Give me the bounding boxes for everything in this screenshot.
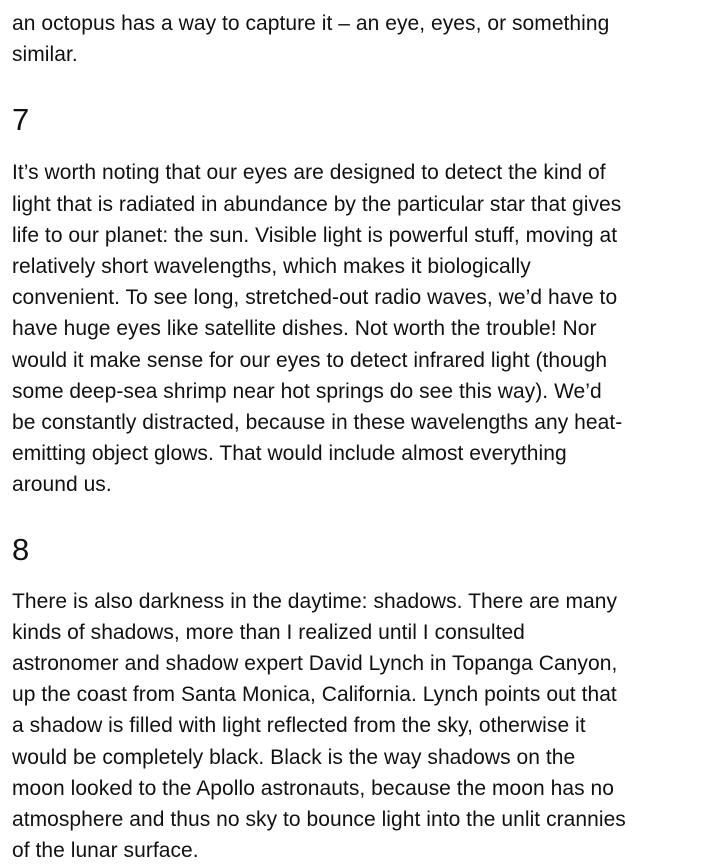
section-number-8: 8 (12, 531, 30, 567)
section-8-paragraph: There is also darkness in the daytime: shadows. There are many kinds of shadows, more than I realized until I consulted astronomer and shadow expert David Lynch in Topanga Canyon, up the coast from Santa Monica, California. Lynch points out that a shadow is filled with light reflected from the sky, otherwise it would be completely black. Black is the way shadows on the moon looked to the Apollo astronauts, because the moon has no atmosphere and thus no sky to bounce light into the unlit crannies of the lunar surface. (12, 589, 626, 863)
section-7-paragraph: It’s worth noting that our eyes are designed to detect the kind of light that is radiated in abundance by the particular star that gives life to our planet: the sun. Visible light is powerful stuff, moving at relatively short wavelengths, which makes it biologically convenient. To see long, stretched-out radio waves, we’d have to have huge eyes like satellite dishes. Not worth the trouble! Nor would it make sense for our eyes to detect infrared light (though some deep-sea shrimp near hot springs do see this way). We’d be constantly distracted, because in these wavelengths any heat- emitting object glows. That would include almost everything around us. (12, 161, 623, 497)
section-number-7: 7 (12, 102, 30, 138)
intro-paragraph: an octopus has a way to capture it – an eye, eyes, or something similar. (12, 12, 610, 67)
document-page (12, 8, 702, 866)
